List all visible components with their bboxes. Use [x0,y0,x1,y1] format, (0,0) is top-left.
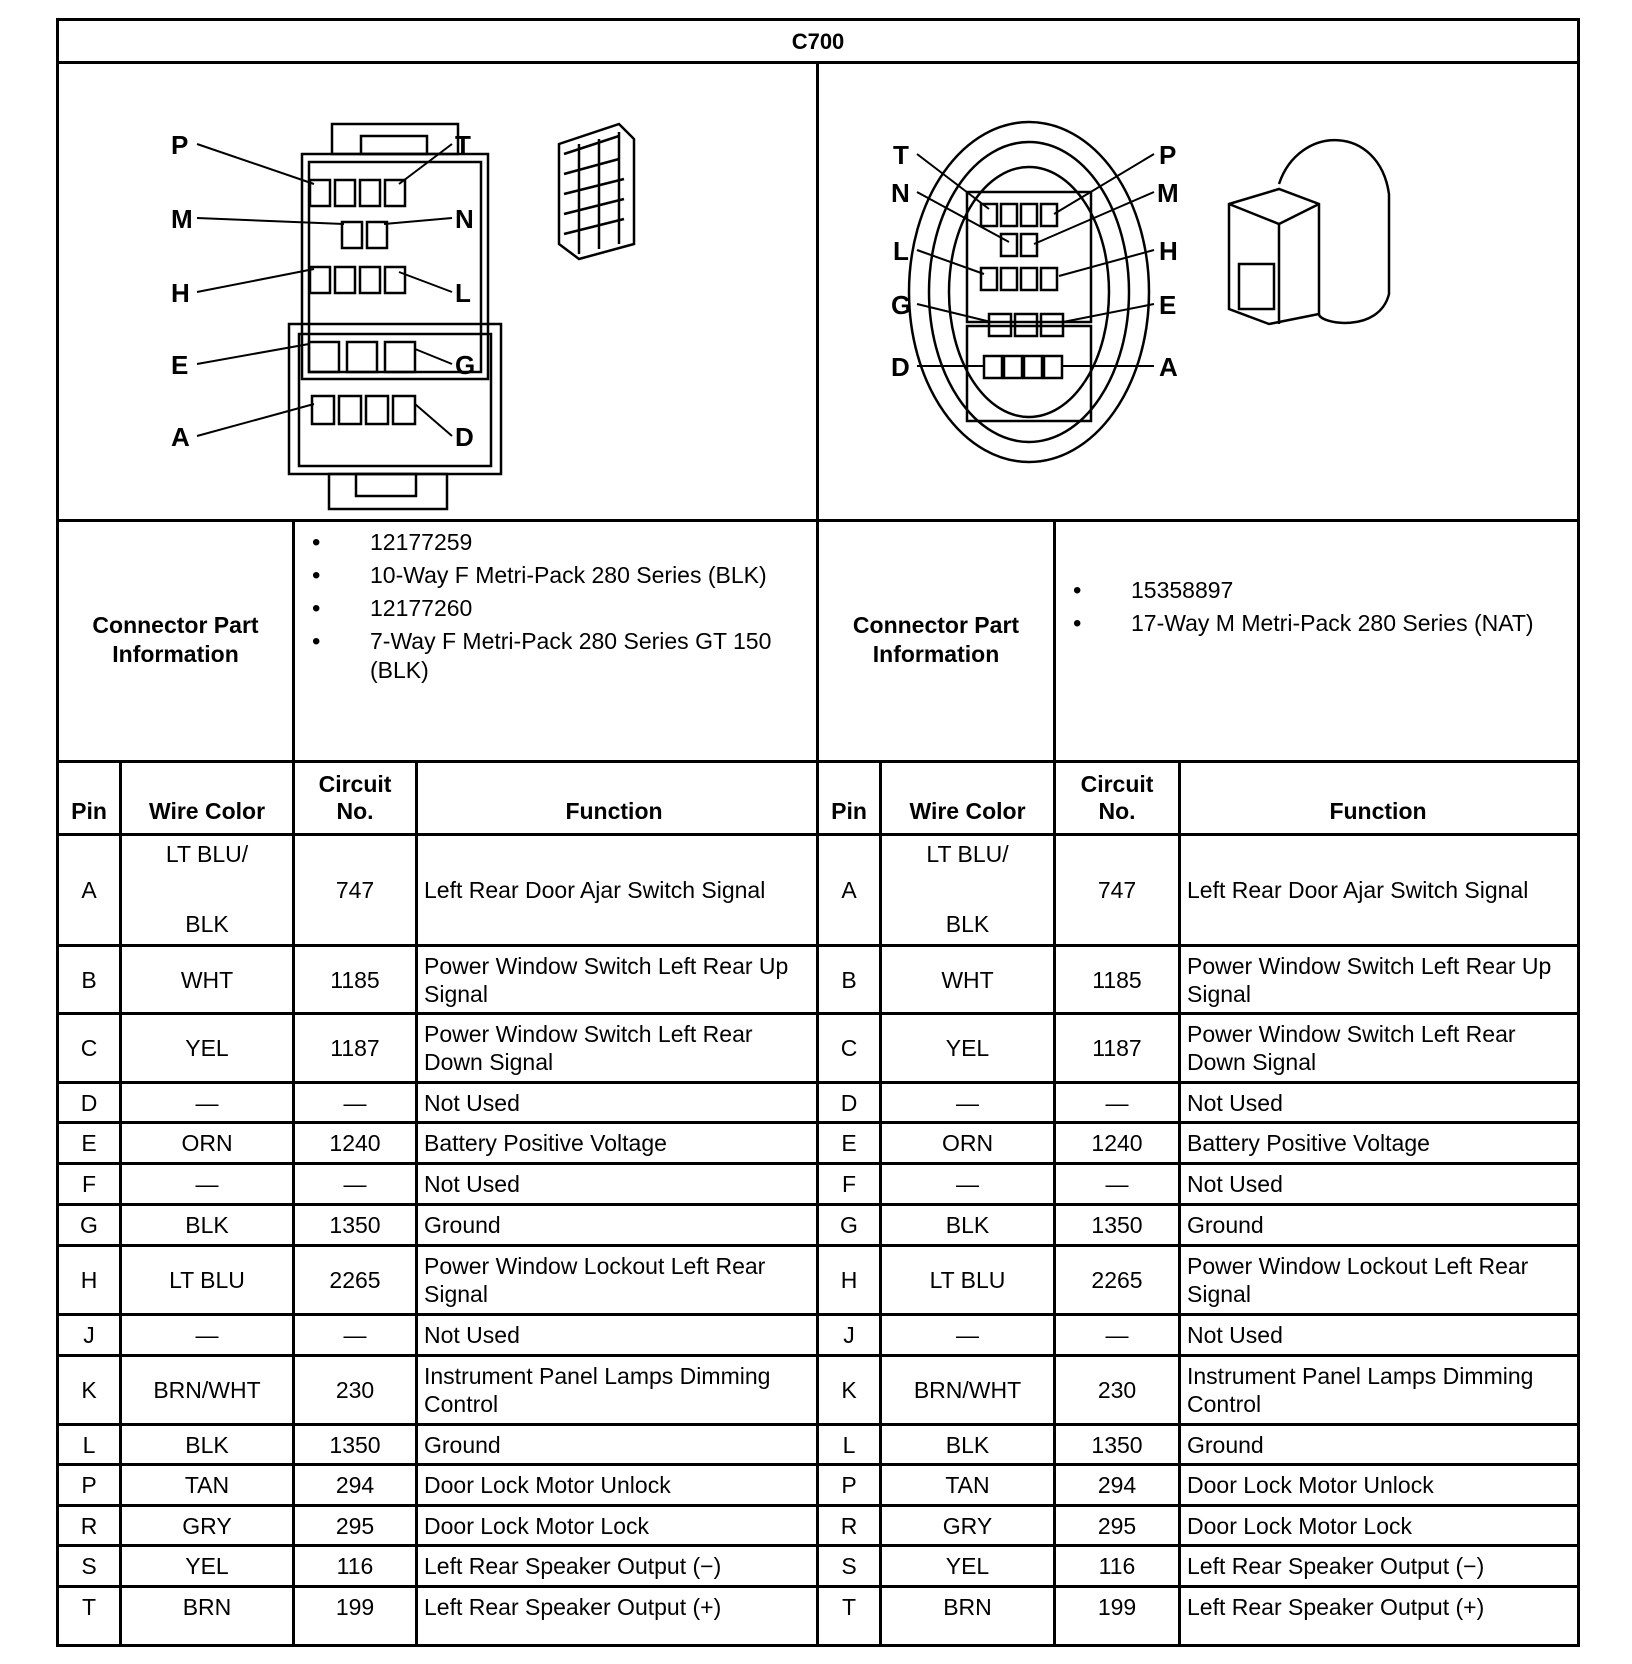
function-cell: Door Lock Motor Lock [424,1512,649,1539]
circuit-cell: — [343,1171,367,1197]
right-pin-label: G [891,290,912,320]
pin-cell: R [80,1512,98,1539]
wire-color-line: BLK [945,911,990,937]
wire-color-cell: YEL [945,1035,990,1061]
circuit-cell: 295 [335,1512,375,1539]
right-pin-label: D [891,352,910,382]
wire-color-cell: GRY [942,1512,993,1539]
function-cell: Ground [424,1212,501,1238]
right-cpi-list [1057,576,1575,642]
right-pin-label: P [1159,140,1177,170]
circuit-cell: — [1105,1171,1129,1197]
pin-cell: J [83,1322,95,1348]
circuit-cell: — [343,1322,367,1348]
left-pin-label: P [171,130,189,160]
circuit-cell: 2265 [329,1267,381,1293]
circuit-cell: 1350 [1091,1212,1143,1238]
function-cell: Not Used [1187,1322,1283,1348]
circuit-cell: 747 [335,877,375,903]
left-pin-label: D [455,422,474,452]
wire-color-cell: — [195,1322,219,1348]
wire-color-cell: — [956,1322,979,1348]
grid-line [415,760,418,1647]
grid-line [879,760,882,1647]
left-pin-label: E [171,350,189,380]
wire-color-cell: BRN [943,1594,992,1620]
pin-cell: E [841,1130,857,1156]
wire-color-cell: WHT [180,966,234,993]
cpi-item: • 10-Way F Metri-Pack 280 Series (BLK) [296,561,810,590]
header-pin: Pin [71,798,107,824]
function-cell: Door Lock Motor Unlock [424,1472,671,1498]
circuit-cell: — [1105,1089,1129,1116]
wire-color-cell: — [195,1089,219,1116]
circuit-cell: 1240 [1091,1130,1143,1156]
function-cell: Left Rear Door Ajar Switch Signal [424,877,766,903]
function-cell: Door Lock Motor Lock [1187,1512,1412,1539]
pin-cell: C [840,1035,858,1061]
left-cpi-list [296,528,810,689]
circuit-cell: 1187 [330,1035,380,1061]
circuit-cell: 230 [1097,1377,1137,1403]
left-pin-label: G [455,350,476,380]
right-pin-label: M [1157,178,1179,208]
pin-cell: H [840,1267,858,1293]
pin-cell: P [81,1472,97,1498]
wire-color-cell: YEL [945,1553,990,1579]
function-cell: Instrument Panel Lamps Dimming Control [424,1363,771,1417]
function-cell: Left Rear Speaker Output (−) [424,1553,722,1579]
pin-cell: D [840,1089,858,1116]
header-circuit: Circuit No. [318,771,392,824]
function-cell: Left Rear Speaker Output (−) [1187,1553,1485,1579]
pin-cell: B [841,966,857,993]
pin-cell: K [841,1377,857,1403]
grid-line [119,760,122,1647]
wire-color-cell: YEL [185,1553,229,1579]
left-cpi-label: Connector Part Information [92,612,259,667]
pin-cell: S [81,1553,97,1579]
connector-title: C700 [791,29,845,54]
wire-color-cell: — [195,1171,219,1197]
wire-color-cell: BLK [185,1431,229,1458]
header-wire-color: Wire Color [148,798,266,824]
pin-cell: S [841,1553,857,1579]
cpi-item: • 12177259 [296,528,810,557]
cpi-item: • 12177260 [296,594,810,623]
wire-color-line: LT BLU/ [926,841,1009,867]
wire-color-cell: LT BLU [169,1267,245,1293]
header-function: Function [565,798,663,824]
circuit-cell: 1185 [1092,966,1142,993]
header-function: Function [1329,798,1427,824]
pin-cell: H [80,1267,98,1293]
pin-cell: E [81,1130,97,1156]
left-pin-label: N [455,204,474,234]
pin-cell: T [841,1594,857,1620]
circuit-cell: 295 [1097,1512,1137,1539]
circuit-cell: 199 [1097,1594,1137,1620]
circuit-cell: 2265 [1091,1267,1143,1293]
wire-color-cell: ORN [941,1130,994,1156]
grid-line [1178,760,1181,1647]
pin-cell: F [81,1171,97,1197]
circuit-cell: 1240 [329,1130,381,1156]
grid-line [816,61,819,1647]
function-cell: Not Used [424,1089,520,1116]
function-cell: Ground [424,1431,501,1458]
header-pin: Pin [831,798,867,824]
pin-cell: C [80,1035,98,1061]
pin-cell: A [81,877,97,903]
wire-color-cell: TAN [184,1472,230,1498]
wire-color-cell: — [956,1089,979,1116]
function-cell: Ground [1187,1431,1264,1458]
right-pin-label: H [1159,236,1178,266]
pin-cell: B [81,966,97,993]
circuit-cell: 294 [1097,1472,1137,1498]
cpi-item: • 15358897 [1057,576,1575,605]
function-cell: Power Window Lockout Left Rear Signal [1187,1253,1529,1307]
wire-color-cell: BLK [185,1212,229,1238]
right-pin-label: E [1159,290,1177,320]
wire-color-cell: GRY [182,1512,232,1539]
function-cell: Not Used [1187,1171,1283,1197]
function-cell: Not Used [1187,1089,1283,1116]
circuit-cell: 116 [336,1553,374,1579]
circuit-cell: 230 [335,1377,375,1403]
cpi-item: • 7-Way F Metri-Pack 280 Series GT 150 (BLK) [296,627,810,685]
left-pin-label: A [171,422,190,452]
function-cell: Left Rear Door Ajar Switch Signal [1187,877,1529,903]
circuit-cell: — [343,1089,367,1116]
cpi-item: • 17-Way M Metri-Pack 280 Series (NAT) [1057,609,1575,638]
wire-color-cell: ORN [181,1130,233,1156]
function-cell: Left Rear Speaker Output (+) [424,1594,722,1620]
function-cell: Power Window Lockout Left Rear Signal [424,1253,766,1307]
pin-cell: A [841,877,857,903]
right-pin-label: N [891,178,910,208]
left-connector-diagram [59,64,813,518]
circuit-cell: 294 [335,1472,375,1498]
wire-color-cell [122,836,292,944]
right-pin-label: T [893,140,909,170]
function-cell: Door Lock Motor Unlock [1187,1472,1434,1498]
circuit-cell: — [1105,1322,1129,1348]
right-cpi-label: Connector Part Information [852,612,1020,667]
pin-cell: T [81,1594,97,1620]
pin-cell: J [843,1322,855,1348]
pin-cell: P [841,1472,857,1498]
function-cell: Left Rear Speaker Output (+) [1187,1594,1485,1620]
right-connector-diagram [819,64,1576,518]
header-circuit: Circuit No. [1080,771,1154,824]
pin-cell: D [80,1089,98,1116]
pin-cell: G [840,1212,858,1238]
wire-color-cell [882,836,1053,944]
wire-color-cell: BRN [182,1594,232,1620]
circuit-cell: 1350 [329,1431,381,1458]
left-pin-label: M [171,204,193,234]
wire-color-cell: LT BLU [929,1267,1006,1293]
function-cell: Instrument Panel Lamps Dimming Control [1187,1363,1534,1417]
circuit-cell: 747 [1097,877,1137,903]
wire-color-cell: BRN/WHT [153,1377,261,1403]
pin-cell: K [81,1377,97,1403]
right-pin-label: L [893,236,909,266]
wire-color-cell: YEL [185,1035,229,1061]
wire-color-cell: — [956,1171,979,1197]
function-cell: Power Window Switch Left Rear Down Signal [1187,1021,1516,1075]
wire-color-line: LT BLU/ [165,841,249,867]
wire-color-cell: BRN/WHT [913,1377,1022,1403]
function-cell: Battery Positive Voltage [1187,1130,1430,1156]
function-cell: Power Window Switch Left Rear Up Signal [1187,952,1552,1007]
grid-line [292,519,295,1647]
circuit-cell: 1350 [329,1212,381,1238]
grid-line [1053,519,1056,1647]
wire-color-cell: WHT [941,966,994,993]
function-cell: Ground [1187,1212,1264,1238]
pin-cell: G [80,1212,98,1238]
wire-color-cell: BLK [945,1212,990,1238]
circuit-cell: 1187 [1092,1035,1142,1061]
circuit-cell: 1185 [330,966,380,993]
function-cell: Not Used [424,1322,520,1348]
circuit-cell: 1350 [1091,1431,1143,1458]
left-pin-label: L [455,278,471,308]
right-pin-label: A [1159,352,1178,382]
circuit-cell: 116 [1098,1553,1136,1579]
function-cell: Power Window Switch Left Rear Down Signal [424,1021,753,1075]
circuit-cell: 199 [335,1594,375,1620]
function-cell: Power Window Switch Left Rear Up Signal [424,952,789,1007]
pin-cell: L [842,1431,856,1458]
header-wire-color: Wire Color [909,798,1026,824]
wire-color-line: BLK [185,911,229,937]
left-pin-label: H [171,278,190,308]
pin-cell: F [841,1171,857,1197]
left-pin-label: T [455,130,471,160]
wire-color-cell: TAN [945,1472,990,1498]
pin-cell: L [82,1431,96,1458]
pin-cell: R [840,1512,858,1539]
wire-color-cell: BLK [945,1431,990,1458]
function-cell: Not Used [424,1171,520,1197]
function-cell: Battery Positive Voltage [424,1130,667,1156]
